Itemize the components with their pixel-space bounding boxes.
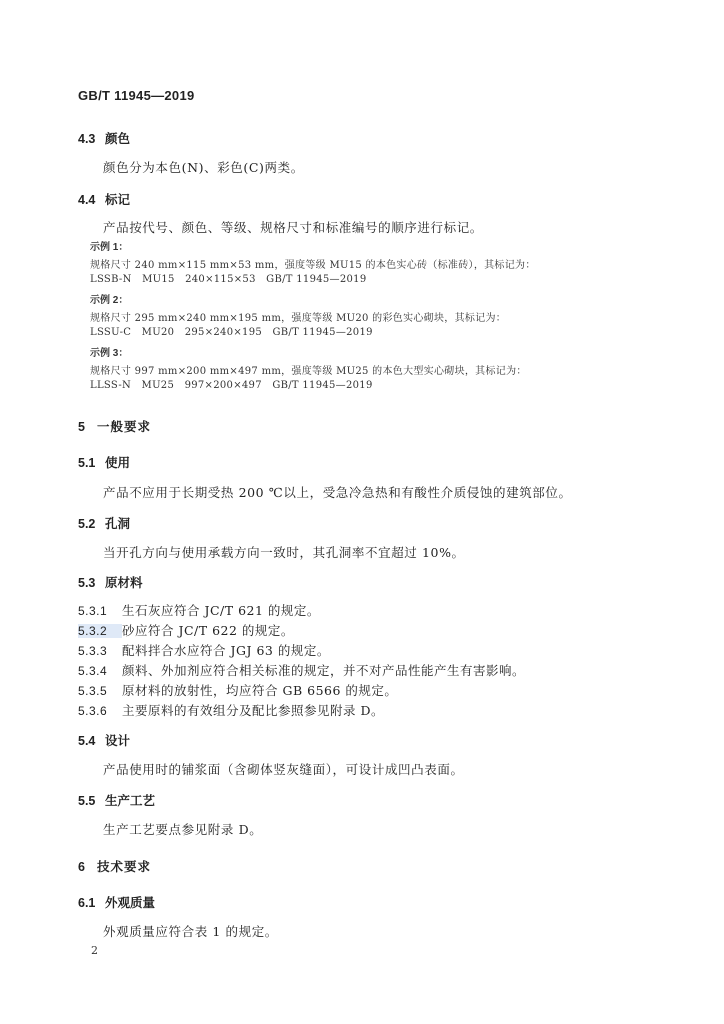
clause-5-3-5 <box>78 681 397 699</box>
section-5-2-heading <box>78 514 130 532</box>
section-4-3-heading <box>78 129 130 147</box>
example-3-label: 示例 3： <box>90 348 129 359</box>
section-title: 使用 <box>105 456 131 470</box>
section-title: 颜色 <box>105 132 131 146</box>
example-1-mark: LSSB-N MU15 240×115×53 GB/T 11945—2019 <box>90 274 367 285</box>
chapter-5-heading <box>78 417 151 435</box>
section-number: 4.4 <box>78 193 96 207</box>
clause-number: 5.3.5 <box>78 684 108 698</box>
section-6-1-heading <box>78 893 155 911</box>
clause-text: 砂应符合 JC/T 622 的规定。 <box>122 623 294 638</box>
clause-number: 5.3.6 <box>78 704 108 718</box>
clause-number: 5.3.2 <box>78 624 122 638</box>
section-number: 6.1 <box>78 896 96 910</box>
example-2-desc: 规格尺寸 295 mm×240 mm×195 mm，强度等级 MU20 的彩色实心砌块，其标记为： <box>90 313 507 324</box>
section-5-3-heading <box>78 573 143 591</box>
clause-5-3-4 <box>78 661 525 679</box>
section-number: 5.2 <box>78 517 96 531</box>
section-4-4-text: 产品按代号、颜色、等级、规格尺寸和标准编号的顺序进行标记。 <box>103 220 483 235</box>
section-number: 5.3 <box>78 576 96 590</box>
section-number: 5.5 <box>78 794 96 808</box>
section-5-5-text: 生产工艺要点参见附录 D。 <box>103 822 263 837</box>
section-5-2-text: 当开孔方向与使用承载方向一致时，其孔洞率不宜超过 10%。 <box>103 545 465 560</box>
clause-text: 主要原料的有效组分及配比参照参见附录 D。 <box>122 703 384 718</box>
section-number: 5.1 <box>78 456 96 470</box>
section-5-1-text: 产品不应用于长期受热 200 ℃以上，受急冷急热和有酸性介质侵蚀的建筑部位。 <box>103 485 572 500</box>
section-5-4-text: 产品使用时的铺浆面（含砌体竖灰缝面），可设计成凹凸表面。 <box>103 762 464 777</box>
example-2-label: 示例 2： <box>90 295 129 306</box>
section-title: 孔洞 <box>105 517 131 531</box>
section-4-3-text: 颜色分为本色(N)、彩色(C)两类。 <box>103 160 304 175</box>
clause-text: 生石灰应符合 JC/T 621 的规定。 <box>122 603 320 618</box>
clause-5-3-2 <box>78 621 294 639</box>
section-title: 设计 <box>105 734 131 748</box>
section-number: 4.3 <box>78 132 96 146</box>
section-5-4-heading <box>78 731 130 749</box>
chapter-6-heading <box>78 857 151 875</box>
example-2-mark: LSSU-C MU20 295×240×195 GB/T 11945—2019 <box>90 327 373 338</box>
clause-text: 配料拌合水应符合 JGJ 63 的规定。 <box>122 643 330 658</box>
chapter-title: 一般要求 <box>97 420 152 434</box>
clause-number: 5.3.3 <box>78 644 108 658</box>
section-title: 生产工艺 <box>105 794 156 808</box>
clause-5-3-6 <box>78 701 384 719</box>
example-1-desc: 规格尺寸 240 mm×115 mm×53 mm，强度等级 MU15 的本色实心砖（标准砖），其标记为： <box>90 260 536 271</box>
clause-number: 5.3.1 <box>78 604 108 618</box>
clause-5-3-3 <box>78 641 330 659</box>
section-6-1-text: 外观质量应符合表 1 的规定。 <box>103 924 278 939</box>
chapter-number: 6 <box>78 860 85 874</box>
example-3-desc: 规格尺寸 997 mm×200 mm×497 mm，强度等级 MU25 的本色大型实心砌块，其标记为： <box>90 366 527 377</box>
clause-text: 颜料、外加剂应符合相关标准的规定，并不对产品性能产生有害影响。 <box>122 663 526 678</box>
section-5-1-heading <box>78 453 130 471</box>
clause-text: 原材料的放射性，均应符合 GB 6566 的规定。 <box>122 683 398 698</box>
section-number: 5.4 <box>78 734 96 748</box>
example-1-label: 示例 1： <box>90 242 129 253</box>
section-4-4-heading <box>78 190 130 208</box>
chapter-number: 5 <box>78 420 85 434</box>
section-5-5-heading <box>78 791 155 809</box>
page-number: 2 <box>91 944 98 957</box>
section-title: 标记 <box>105 193 131 207</box>
section-title: 原材料 <box>105 576 143 590</box>
example-3-mark: LLSS-N MU25 997×200×497 GB/T 11945—2019 <box>90 380 373 391</box>
section-title: 外观质量 <box>105 896 156 910</box>
chapter-title: 技术要求 <box>97 860 152 874</box>
clause-number: 5.3.4 <box>78 664 108 678</box>
standard-number: GB/T 11945—2019 <box>78 88 195 103</box>
clause-5-3-1 <box>78 601 320 619</box>
